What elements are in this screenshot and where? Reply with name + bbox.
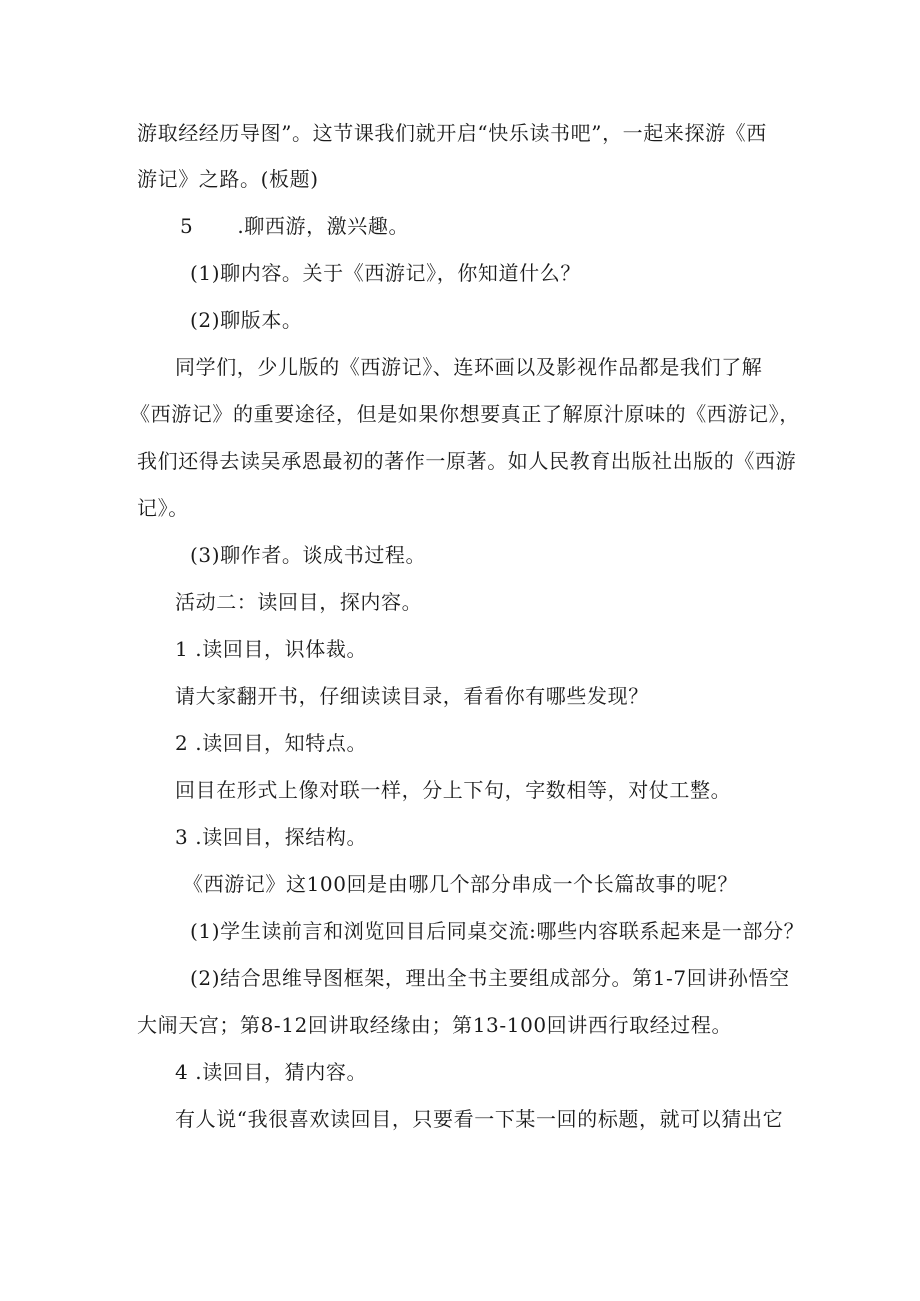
paragraph-line: 同学们，少儿版的《西游记》、连环画以及影视作品都是我们了解 [175,355,763,379]
numbered-heading-2: 2 .读回目，知特点。 [175,731,368,755]
paragraph-line: 《西游记》这100回是由哪几个部分串成一个长篇故事的呢？ [183,872,738,896]
sub-item-2: (2)聊版本。 [190,308,303,332]
section-heading-5 [180,214,409,238]
paragraph-line: 大闹天宫；第8-12回讲取经缘由；第13-100回讲西行取经过程。 [137,1013,733,1037]
sub-item-2: (2)结合思维导图框架，理出全书主要组成部分。第1-7回讲孙悟空 [190,966,790,990]
sub-item-1: (1)聊内容。关于《西游记》，你知道什么？ [190,261,581,285]
numbered-heading-3: 3 .读回目，探结构。 [175,825,368,849]
paragraph-line: 记》。 [137,496,189,520]
numbered-heading-4: 4 .读回目，猜内容。 [175,1060,368,1084]
paragraph-line: 游记》之路。(板题) [137,167,319,191]
paragraph-line: 请大家翻开书，仔细读读目录，看看你有哪些发现？ [175,684,649,708]
activity-heading: 活动二：读回目，探内容。 [175,590,423,614]
paragraph-line: 我们还得去读吴承恩最初的著作一原著。如人民教育出版社出版的《西游 [137,449,797,473]
sub-item-3: (3)聊作者。谈成书过程。 [190,543,427,567]
paragraph-line: 回目在形式上像对联一样，分上下句，字数相等，对仗工整。 [175,778,732,802]
paragraph-line: 《西游记》的重要途径，但是如果你想要真正了解原汁原味的《西游记》， [130,402,800,426]
section-number: 5 [180,214,194,238]
section-heading-text: .聊西游，激兴趣。 [237,214,410,238]
paragraph-line: 有人说“我很喜欢读回目，只要看一下某一回的标题，就可以猜出它 [175,1107,784,1131]
paragraph-line: 游取经经历导图”。这节课我们就开启“快乐读书吧”，一起来探游《西 [137,121,767,145]
numbered-heading-1: 1 .读回目，识体裁。 [175,637,368,661]
sub-item-1: (1)学生读前言和浏览回目后同桌交流:哪些内容联系起来是一部分？ [190,919,805,943]
